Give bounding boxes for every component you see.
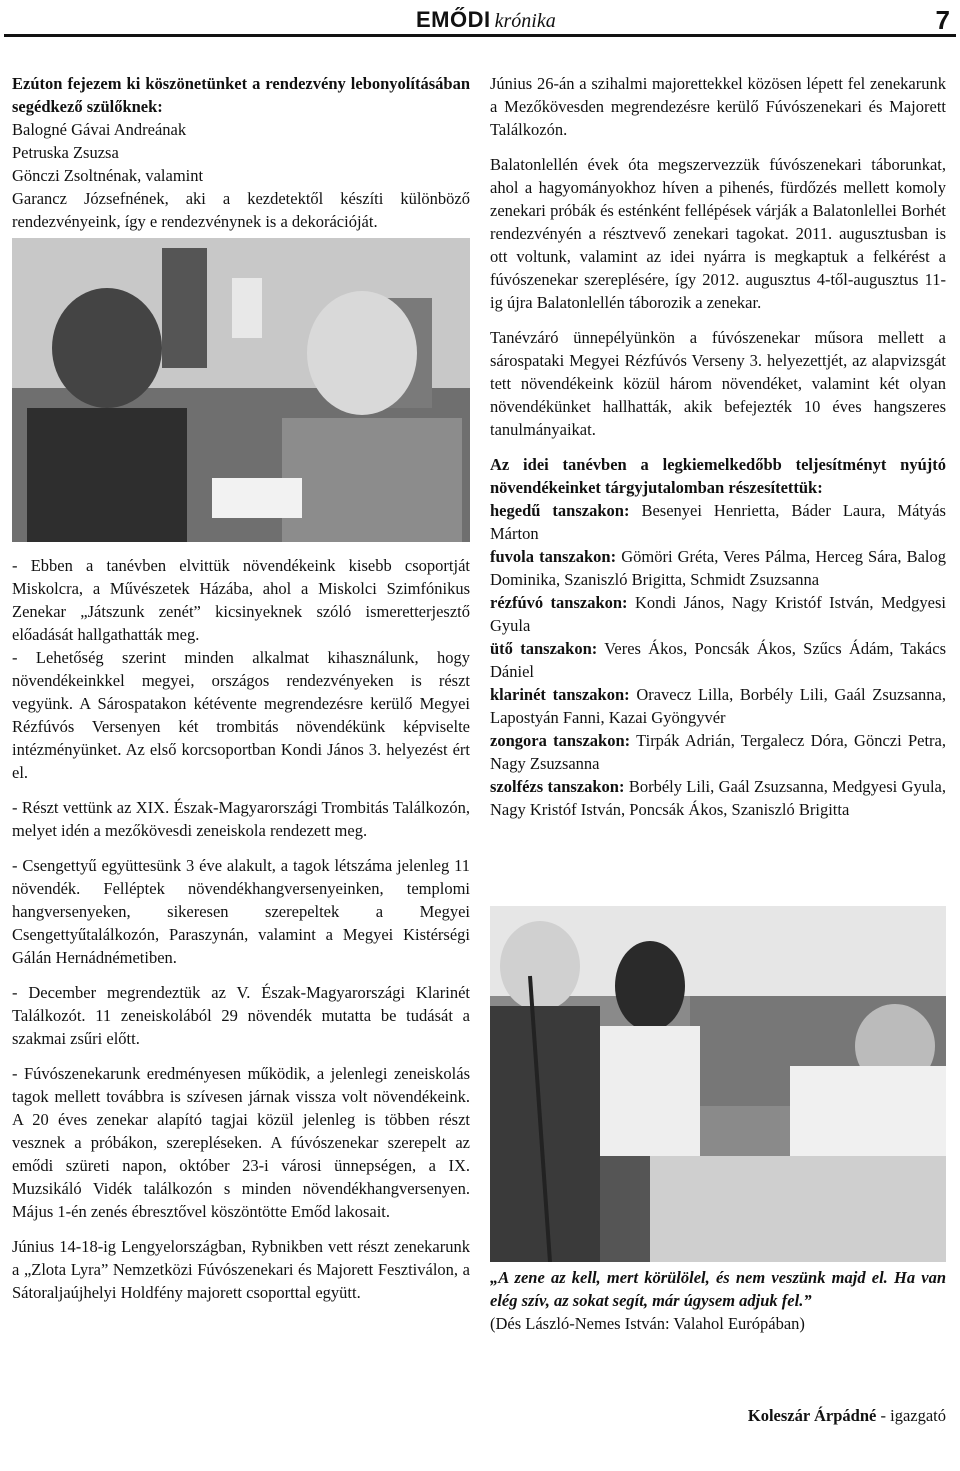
thanks-line: Gönczi Zsoltnénak, valamint <box>12 166 204 185</box>
achievement-label: hegedű tanszakon: <box>490 501 630 520</box>
achievement-names: Besenyei Henrietta, Báder Laura, Mátyás Márton <box>490 501 946 543</box>
achievement-item <box>490 499 946 545</box>
achievement-item <box>490 637 946 683</box>
thanks-line: Garancz Józsefnének, aki a kezdetektől készíti különböző rendezvényeink, így e rendezvénynek is a dekorációját. <box>12 189 470 231</box>
signature-role: - igazgató <box>876 1406 946 1425</box>
achievement-label: fuvola tanszakon: <box>490 547 617 566</box>
achievement-item <box>490 729 946 775</box>
paragraph: - Fúvószenekarunk eredményesen működik, a jelenlegi zeneiskolás tagok mellett továbbra is szívesen járnak vissza volt növendékeink. A 20 éves zenekar alapító tagjai közül jelenleg is többen részt vesznek a próbákon, szerepléseken. A fúvószenekar szerepelt az emődi szüreti napon, október 23-i városi ünnepségen, a IX. Muzsikáló Vidék találkozón s minden növendékhangversenyen. Május 1-én zenés ébresztővel köszöntötte Emőd lakosait. <box>12 1064 470 1221</box>
achievement-names: Kondi János, Nagy Kristóf István, Medgyesi Gyula <box>490 593 947 635</box>
section-name: krónika <box>494 10 556 32</box>
photo-award-ceremony-image <box>490 906 946 1262</box>
achievement-names: Oravecz Lilla, Borbély Lili, Gaál Zsuzsanna, Lapostyán Fanni, Kazai Gyöngyvér <box>490 685 947 727</box>
paragraph: - Ebben a tanévben elvittük növendékeink kisebb csoportját Miskolcra, a Művészetek Házába, ahol a Miskolci Szimfónikus Zenekar „Játszunk zenét” kicsinyeknek szóló ismeretterjesztő előadását hallgathatták meg. <box>12 556 470 644</box>
brand-name: EMŐDI <box>416 7 491 32</box>
achievement-label: szolfézs tanszakon: <box>490 777 625 796</box>
achievement-item <box>490 683 946 729</box>
achievement-label: ütő tanszakon: <box>490 639 598 658</box>
paragraph: - December megrendeztük az V. Észak-Magyarországi Klarinét Találkozót. 11 zeneiskolából 29 növendék mutatta be tudását a szakmai zsűri előtt. <box>12 983 470 1048</box>
photo-award-handover-image <box>12 238 470 542</box>
page-number: 7 <box>935 5 950 35</box>
achievement-item <box>490 591 946 637</box>
page-header <box>0 0 960 44</box>
paragraph: Június 14-18-ig Lengyelországban, Rybnikben vett részt zenekarunk a „Zlota Lyra” Nemzetközi Fúvószenekari és Majorett Fesztiválon, a Sátoraljaújhelyi Holdfény majorett csoporttal együtt. <box>12 1237 470 1302</box>
thanks-line: Balogné Gávai Andreának <box>12 120 187 139</box>
achievement-names: Gömöri Gréta, Veres Pálma, Herceg Sára, Balog Dominika, Szaniszló Brigitta, Schmidt Zsuzsanna <box>490 547 946 589</box>
thanks-intro: Ezúton fejezem ki köszönetünket a rendezvény lebonyolításában segédkező szülőknek: <box>12 74 470 116</box>
quote-source: (Dés László-Nemes István: Valahol Európában) <box>490 1314 805 1333</box>
achievement-label: rézfúvó tanszakon: <box>490 593 628 612</box>
paragraph: - Csengettyű együttesünk 3 éve alakult, a tagok létszáma jelenleg 11 növendék. Felléptek növendékhangversenyeinken, templomi hangversenyeken, sikeresen szerepeltek a Megyei Csengettyűtalálkozón, Paraszynán, valamint a Megyei Kistérségi Gálán Hernádnémetiben. <box>12 856 470 967</box>
photo-award-handover <box>12 238 470 542</box>
paragraph: Június 26-án a szihalmi majorettekkel közösen lépett fel zenekarunk a Mezőkövesden megrendezésre kerülő Fúvószenekari és Majorett Találkozón. <box>490 74 946 139</box>
paragraph: - Lehetőség szerint minden alkalmat kihasználunk, hogy növendékeinkkel megyei, országos rendezvényeken is részt vegyünk. A Sárospatakon kétévente megrendezésre kerülő Megyei Rézfúvós Versenyen két trombitás növendékünk képviselte intézményünket. Az első korcsoportban Kondi János 3. helyezést ért el. <box>12 648 470 782</box>
paragraph: - Részt vettünk az XIX. Észak-Magyarországi Trombitás Találkozón, melyet idén a mezőkövesdi zeneiskola rendezett meg. <box>12 798 470 840</box>
paragraph: Balatonlellén évek óta megszervezzük fúvószenekari táborunkat, ahol a hagyományokhoz híven a pihenés, fürdőzés mellett komoly zenekari próbák és esténként fellépések várják a Balatonlellei Borhét rendezvényén a résztvevő zenekari tagokat. 2011. augusztusban is ott voltunk, valamint az idei nyárra is megkaptuk a felkérést a fúvószenekar szereplésére, így 2012. augusztus 4-től-augusztus 11-ig újra Balatonlellén táborozik a zenekar. <box>490 155 946 312</box>
paragraph: Tanévzáró ünnepélyünkön a fúvószenekar műsora mellett a sárospataki Megyei Rézfúvós Verseny 3. helyezettjét, az alapvizsgát tett növendékeink közül három növendéket, valamint két olyan növendékünket hallhatták, akik befejezték 10 éves hangszeres tanulmányaikat. <box>490 328 946 439</box>
achievements-intro: Az idei tanévben a legkiemelkedőbb teljesítményt nyújtó növendékeinket tárgyjutalomban részesítettük: <box>490 455 946 497</box>
achievement-item <box>490 545 946 591</box>
photo-award-ceremony <box>490 906 946 1262</box>
achievement-label: zongora tanszakon: <box>490 731 631 750</box>
signature <box>490 1404 946 1427</box>
thanks-line: Petruska Zsuzsa <box>12 143 119 162</box>
left-column-text <box>12 554 470 1304</box>
achievement-names: Veres Ákos, Poncsák Ákos, Szűcs Ádám, Takács Dániel <box>490 639 947 681</box>
signature-name: Koleszár Árpádné <box>747 1406 877 1425</box>
quote-block <box>490 1266 946 1335</box>
achievement-names: Tirpák Adrián, Tergalecz Dóra, Gönczi Petra, Nagy Zsuzsanna <box>490 731 946 773</box>
header-divider <box>4 34 956 37</box>
header-brand <box>416 6 556 35</box>
quote-text: „A zene az kell, mert körülölel, és nem veszünk majd el. Ha van elég szív, az sokat segít, már úgysem adjuk fel.” <box>490 1268 946 1310</box>
achievement-names: Borbély Lili, Gaál Zsuzsanna, Medgyesi Gyula, Nagy Kristóf István, Poncsák Ákos, Szaniszló Brigitta <box>490 777 946 819</box>
achievement-item <box>490 775 946 821</box>
achievement-label: klarinét tanszakon: <box>490 685 630 704</box>
thanks-block <box>12 72 470 233</box>
right-column-text <box>490 72 946 821</box>
